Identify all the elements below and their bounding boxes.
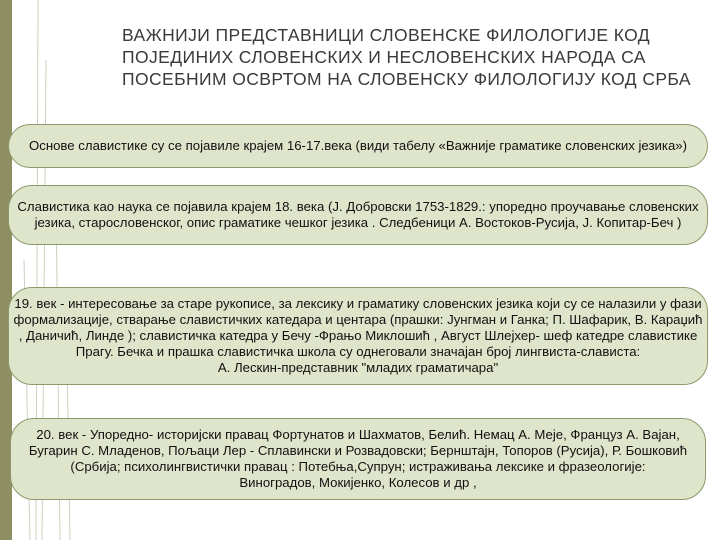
- content-box-18th-century: [8, 185, 708, 245]
- box-text-line: Основе славистике су се појавиле крајем 16-17.века (види табелу «Важније граматике словенских језика»): [28, 138, 688, 153]
- box-text-line: Прагу. Бечка и прашка славистичка школа су однеговали значајан број лингвиста-слависта:: [75, 344, 641, 359]
- title-line: ПОЈЕДИНИХ СЛОВЕНСКИХ И НЕСЛОВЕНСКИХ НАРОДА СА: [122, 47, 646, 67]
- title-line: ПОСЕБНИМ ОСВРТОМ НА СЛОВЕНСКУ ФИЛОЛОГИЈУ КОД СРБА: [122, 69, 692, 89]
- box-text-line: Виноградов, Мокијенко, Колесов и др ,: [239, 475, 477, 490]
- box-text-line: 20. век - Упоредно- историјски правац Фортунатов и Шахматов, Белић. Немац А. Меје, Француз А. Вајан,: [36, 427, 680, 442]
- box-text-line: језика, старословенског, опис граматике чешког језика . Следбеници А. Востоков-Русија, Ј. Копитар-Беч ): [34, 215, 682, 230]
- box-text-line: 19. век - интересовање за старе рукописе, за лексику и граматику словенских језика који су се налазили у фази: [14, 296, 702, 311]
- box-text-line: , Даничић, Линде ); славистичка катедра у Бечу -Фрањо Миклошић , Август Шлејхер- шеф катедре славистике: [18, 328, 698, 343]
- content-box-16-17th-century: [8, 124, 708, 168]
- box-text-line: Славистика као наука се појавила крајем 18. века (Ј. Добровски 1753-1829.: упоредно проучавање словенских: [17, 199, 699, 214]
- title-line: ВАЖНИЈИ ПРЕДСТАВНИЦИ СЛОВЕНСКЕ ФИЛОЛОГИЈЕ КОД: [122, 25, 651, 45]
- box-text-line: формализације, стварање славистичких катедара и центара (прашки: Јунгман и Ганка; П. Шафарик, В. Караџић: [13, 312, 703, 327]
- slide-title: [122, 24, 702, 90]
- box-text-line: (Србија; психолингвистички правац : Потебња,Супрун; истраживања лексике и фразеологије:: [70, 459, 646, 474]
- content-box-20th-century: [10, 418, 706, 500]
- content-box-19th-century: [8, 287, 708, 385]
- box-text-line: А. Лескин-представник "младих граматичара": [217, 360, 499, 375]
- box-text-line: Бугарин С. Младенов, Пољаци Лер - Сплавински и Розвадовски; Бернштајн, Топоров (Русија), Р. Бошковић: [28, 443, 688, 458]
